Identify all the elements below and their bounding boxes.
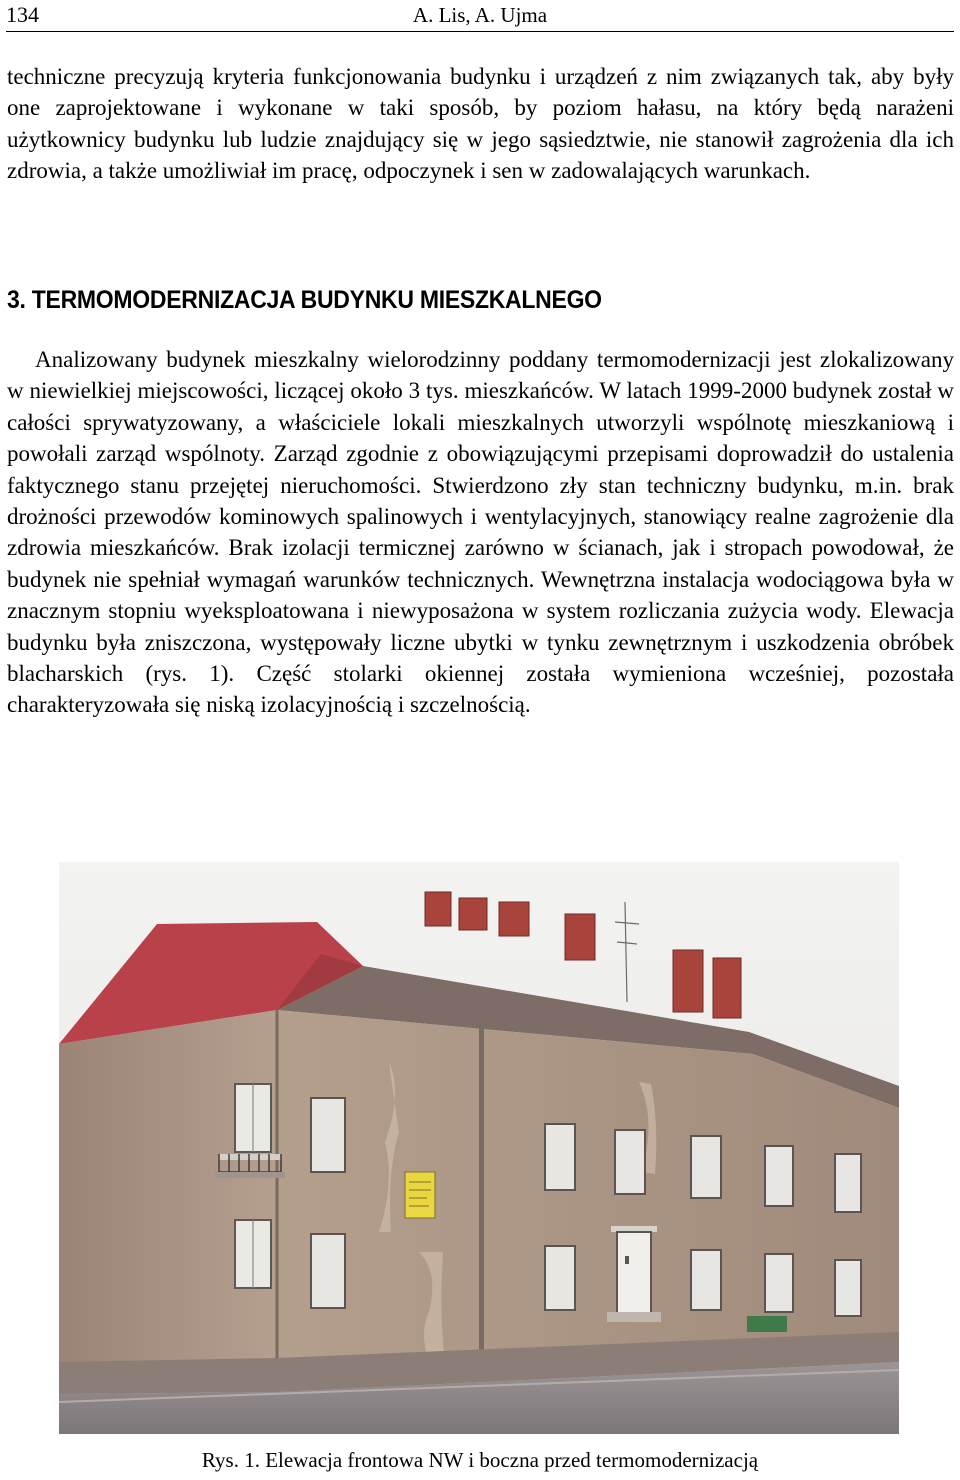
running-head bbox=[6, 2, 954, 32]
figure-caption: Rys. 1. Elewacja frontowa NW i boczna przed termomodernizacją bbox=[201, 1448, 759, 1472]
running-head-authors: A. Lis, A. Ujma bbox=[412, 3, 548, 27]
section-heading: 3. TERMOMODERNIZACJA BUDYNKU MIESZKALNEGO bbox=[7, 286, 602, 314]
page-number: 134 bbox=[6, 2, 39, 27]
body-paragraph-2: Analizowany budynek mieszkalny wielorodzinny poddany termomodernizacji jest zlokalizowany w niewielkiej miejscowości, liczącej około 3 tys. mieszkańców. W latach 1999-2000 budynek został w całości sprywatyzowany, a właściciele lokali mieszkalnych utworzyli wspólnotę mieszkaniową i powołali zarząd wspólnoty. Zarząd zgodnie z obowiązującymi przepisami doprowadził do ustalenia faktycznego stanu przejętej nieruchomości. Stwierdzono zły stan techniczny budynku, m.in. brak drożności przewodów kominowych spalinowych i wentylacyjnych, stanowiący realne zagrożenie dla zdrowia mieszkańców. Brak izolacji termicznej zarówno w ścianach, jak i stropach powodował, że budynek nie spełniał wymagań warunków technicznych. Wewnętrzna instalacja wodociągowa była w znacznym stopniu wyeksploatowana i niewyposażona w system rozliczania zużycia wody. Elewacja budynku była zniszczona, występowały liczne ubytki w tynku zewnętrznym i uszkodzenia obróbek blacharskich (rys. 1). Część stolarki okiennej została wymieniona wcześniej, pozostała charakteryzowała się niską izolacyjnością i szczelnością. bbox=[7, 347, 954, 718]
body-paragraph-1: techniczne precyzują kryteria funkcjonowania budynku i urządzeń z nim związanych tak, aby były one zaprojektowane i wykonane w taki sposób, by poziom hałasu, na który będą narażeni użytkownicy budynku lub ludzie znajdujący się w jego sąsiedztwie, nie stanowił zagrożenia dla ich zdrowia, a także umożliwiał im pracę, odpoczynek i sen w zadowalających warunkach. bbox=[7, 64, 954, 184]
building-photo bbox=[59, 862, 899, 1434]
